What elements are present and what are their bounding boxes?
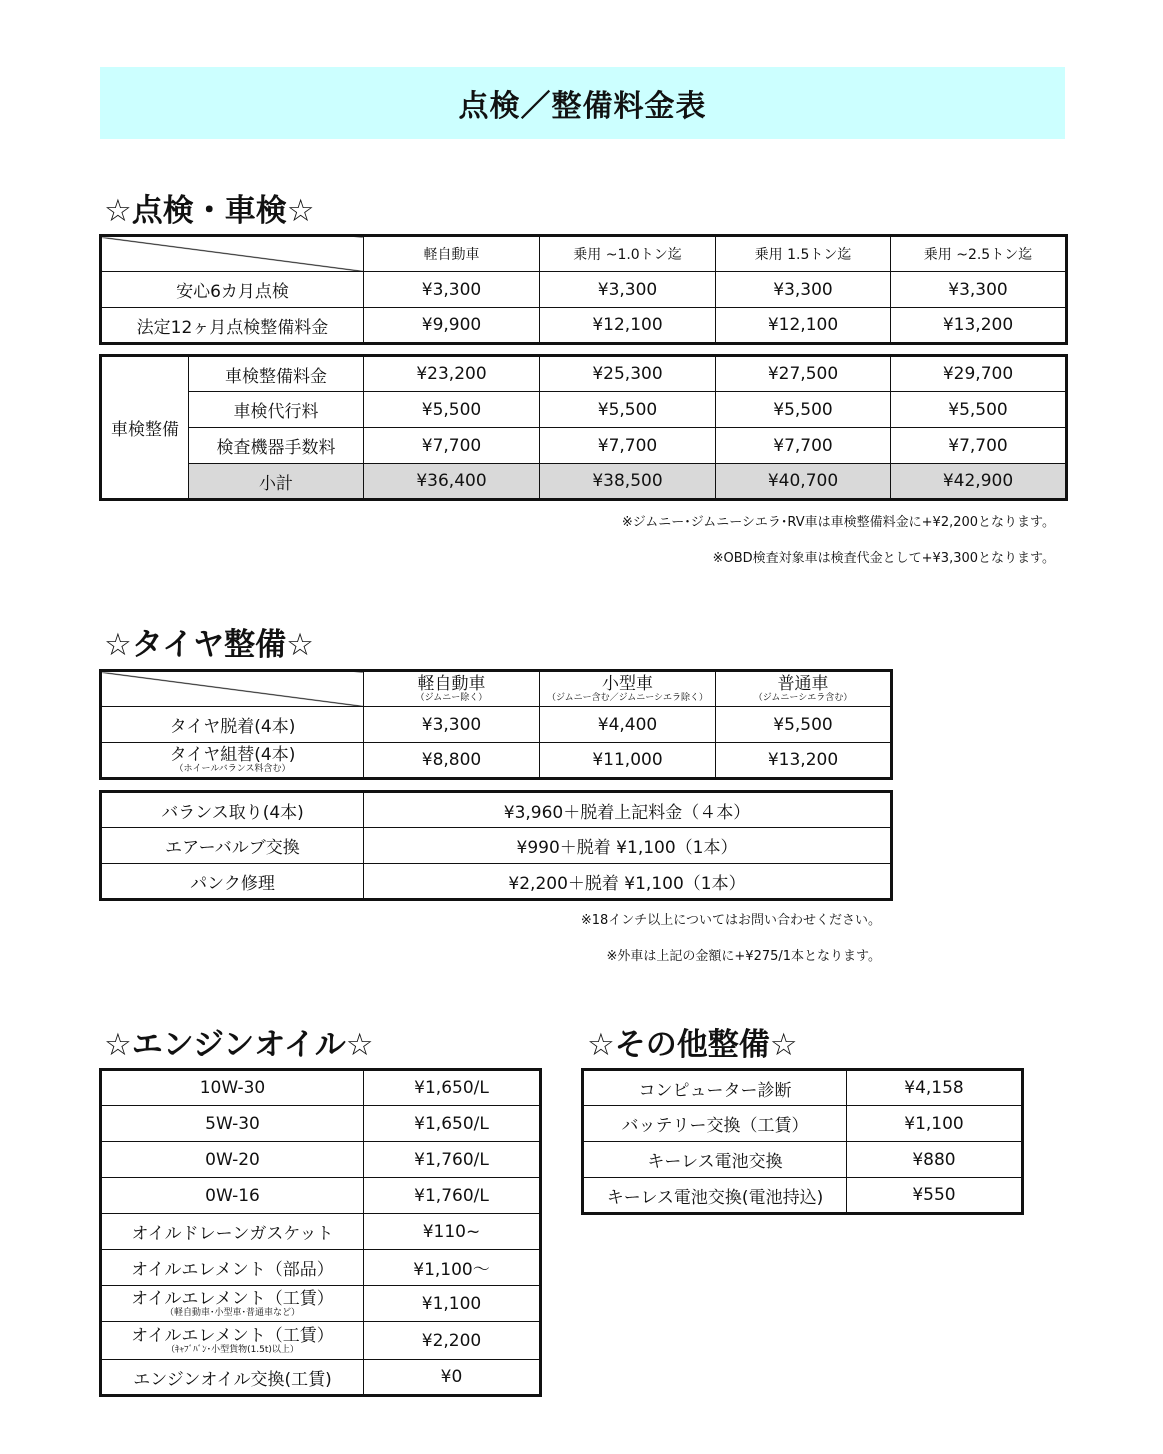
table-row — [583, 1142, 1023, 1178]
price-cell: ¥13,200 — [891, 308, 1067, 344]
price-cell: ¥8,800 — [364, 743, 540, 779]
price-cell: ¥4,158 — [847, 1070, 1023, 1106]
table-row — [101, 1106, 541, 1142]
price-cell: ¥12,100 — [540, 308, 716, 344]
price-cell: ¥5,500 — [716, 707, 892, 743]
note: ※外車は上記の金額に+¥275/1本となります。 — [606, 949, 881, 964]
shaken-table — [99, 354, 1068, 501]
price-cell: ¥5,500 — [716, 392, 891, 428]
column-header: 軽自動車 — [364, 236, 540, 272]
note: ※ジムニー･ジムニーシエラ･RV車は車検整備料金に+¥2,200となります。 — [621, 515, 1055, 530]
row-label: キーレス電池交換(電池持込) — [583, 1178, 847, 1214]
row-label: オイルエレメント（部品） — [101, 1250, 364, 1286]
row-label: バランス取り(4本) — [101, 792, 364, 828]
price-cell: ¥1,100 — [847, 1106, 1023, 1142]
price-cell: ¥1,650/L — [364, 1106, 541, 1142]
price-cell: ¥12,100 — [716, 308, 891, 344]
table-row — [101, 308, 1067, 344]
row-label: エアーバルブ交換 — [101, 828, 364, 864]
price-cell: ¥1,650/L — [364, 1070, 541, 1106]
table-row — [101, 1214, 541, 1250]
table-row — [583, 1178, 1023, 1214]
price-cell: ¥5,500 — [891, 392, 1067, 428]
oil-heading: ☆エンジンオイル☆ — [104, 1027, 374, 1063]
table-row — [583, 1106, 1023, 1142]
price-cell: ¥1,100～ — [364, 1250, 541, 1286]
row-label: 10W-30 — [101, 1070, 364, 1106]
price-cell: ¥7,700 — [364, 428, 540, 464]
price-cell: ¥25,300 — [540, 356, 716, 392]
other-heading: ☆その他整備☆ — [587, 1027, 798, 1063]
price-cell: ¥3,300 — [364, 272, 540, 308]
price-cell: ¥1,100 — [364, 1286, 541, 1322]
column-header: 乗用 1.5トン迄 — [716, 236, 891, 272]
table-row — [101, 428, 1067, 464]
price-cell: ¥3,300 — [540, 272, 716, 308]
price-cell: ¥880 — [847, 1142, 1023, 1178]
price-cell: ¥3,300 — [716, 272, 891, 308]
table-row — [101, 1250, 541, 1286]
price-cell: ¥23,200 — [364, 356, 540, 392]
price-cell: ¥27,500 — [716, 356, 891, 392]
tire-table — [99, 669, 893, 780]
row-label: 車検整備料金 — [189, 356, 364, 392]
title-banner — [100, 67, 1065, 139]
row-label: 法定12ヶ月点検整備料金 — [101, 308, 364, 344]
table-row — [101, 864, 892, 900]
table-row — [101, 272, 1067, 308]
price-cell: ¥1,760/L — [364, 1142, 541, 1178]
tire-heading: ☆タイヤ整備☆ — [104, 627, 314, 663]
row-label: オイルエレメント（工賃） （ｷｬﾌﾞﾊﾞﾝ･小型貨物(1.5t)以上） — [101, 1322, 364, 1360]
row-label: 0W-16 — [101, 1178, 364, 1214]
price-cell: ¥11,000 — [540, 743, 716, 779]
column-header: 軽自動車 （ジムニー除く） — [364, 671, 540, 707]
price-cell: ¥0 — [364, 1360, 541, 1396]
row-label: オイルエレメント（工賃） （軽自動車･小型車･普通車など） — [101, 1286, 364, 1322]
price-cell: ¥29,700 — [891, 356, 1067, 392]
page-title: 点検／整備料金表 — [458, 89, 707, 124]
column-header: 乗用 ~2.5トン迄 — [891, 236, 1067, 272]
price-cell: ¥550 — [847, 1178, 1023, 1214]
price-cell: ¥990＋脱着 ¥1,100（1本） — [364, 828, 892, 864]
row-label: バッテリー交換（工賃） — [583, 1106, 847, 1142]
row-label: タイヤ脱着(4本) — [101, 707, 364, 743]
price-cell: ¥110~ — [364, 1214, 541, 1250]
price-cell: ¥7,700 — [540, 428, 716, 464]
price-cell: ¥7,700 — [716, 428, 891, 464]
row-label: 5W-30 — [101, 1106, 364, 1142]
price-cell: ¥40,700 — [716, 464, 891, 500]
table-row — [101, 1360, 541, 1396]
row-label: エンジンオイル交換(工賃) — [101, 1360, 364, 1396]
table-row — [583, 1070, 1023, 1106]
subtotal-row — [101, 464, 1067, 500]
row-label: オイルドレーンガスケット — [101, 1214, 364, 1250]
table-row — [101, 828, 892, 864]
price-cell: ¥3,300 — [364, 707, 540, 743]
price-cell: ¥13,200 — [716, 743, 892, 779]
row-label: キーレス電池交換 — [583, 1142, 847, 1178]
table-row — [101, 1070, 541, 1106]
row-label: 0W-20 — [101, 1142, 364, 1178]
diagonal-header-cell — [101, 236, 364, 272]
inspection-heading: ☆点検・車検☆ — [104, 193, 315, 229]
row-label: コンピューター診断 — [583, 1070, 847, 1106]
price-cell: ¥9,900 — [364, 308, 540, 344]
note: ※18インチ以上についてはお問い合わせください。 — [580, 913, 881, 928]
oil-table — [99, 1068, 542, 1397]
tire-extras-table — [99, 790, 893, 901]
table-row — [101, 356, 1067, 392]
row-label: 小計 — [189, 464, 364, 500]
column-header: 普通車 （ジムニーシエラ含む） — [716, 671, 892, 707]
row-label: パンク修理 — [101, 864, 364, 900]
table-row — [101, 743, 892, 779]
group-label: 車検整備 — [101, 356, 189, 500]
inspection-table — [99, 234, 1068, 345]
table-row — [101, 1322, 541, 1360]
price-cell: ¥3,960＋脱着上記料金（４本） — [364, 792, 892, 828]
price-cell: ¥4,400 — [540, 707, 716, 743]
price-cell: ¥36,400 — [364, 464, 540, 500]
price-cell: ¥2,200 — [364, 1322, 541, 1360]
price-cell: ¥42,900 — [891, 464, 1067, 500]
price-cell: ¥7,700 — [891, 428, 1067, 464]
table-row — [101, 392, 1067, 428]
row-label: 安心6カ月点検 — [101, 272, 364, 308]
table-row — [101, 792, 892, 828]
diagonal-header-cell — [101, 671, 364, 707]
price-cell: ¥5,500 — [364, 392, 540, 428]
price-cell: ¥2,200＋脱着 ¥1,100（1本） — [364, 864, 892, 900]
price-cell: ¥5,500 — [540, 392, 716, 428]
table-row — [101, 707, 892, 743]
other-table — [581, 1068, 1024, 1215]
row-label: 車検代行料 — [189, 392, 364, 428]
table-row — [101, 1178, 541, 1214]
table-row — [101, 1286, 541, 1322]
note: ※OBD検査対象車は検査代金として+¥3,300となります。 — [712, 551, 1055, 566]
column-header: 小型車 （ジムニー含む／ジムニーシエラ除く） — [540, 671, 716, 707]
table-row — [101, 1142, 541, 1178]
row-label: 検査機器手数料 — [189, 428, 364, 464]
column-header: 乗用 ~1.0トン迄 — [540, 236, 716, 272]
price-cell: ¥3,300 — [891, 272, 1067, 308]
row-label: タイヤ組替(4本) （ホイールバランス料含む） — [101, 743, 364, 779]
price-cell: ¥38,500 — [540, 464, 716, 500]
price-cell: ¥1,760/L — [364, 1178, 541, 1214]
